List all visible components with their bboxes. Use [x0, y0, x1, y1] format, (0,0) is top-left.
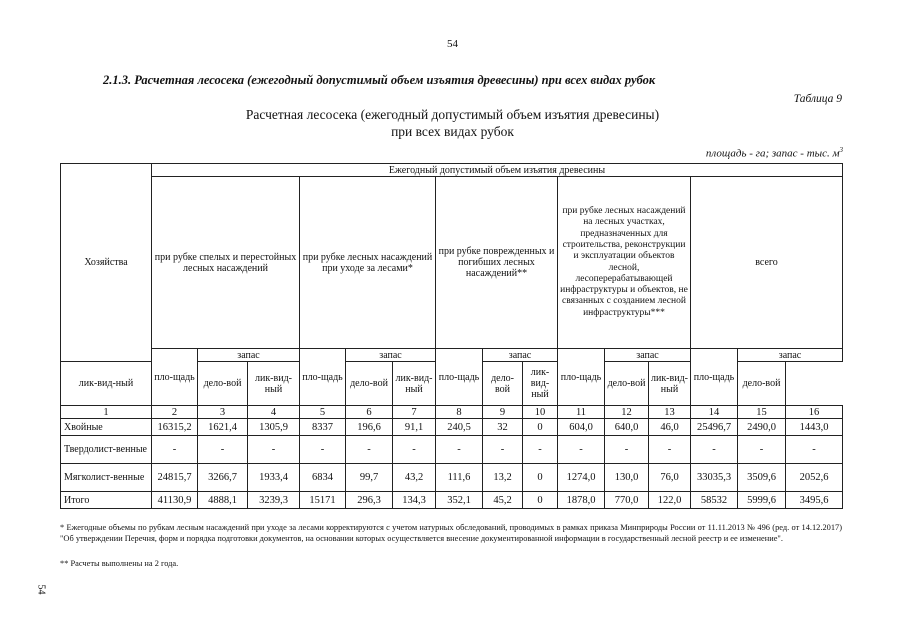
page-number: 54: [447, 38, 458, 50]
column-number: 5: [300, 406, 346, 419]
section-heading: 2.1.3. Расчетная лесосека (ежегодный допустимый объем изъятия древесины) при всех видах рубок: [103, 73, 656, 87]
column-number: 13: [649, 406, 691, 419]
group-mature: при рубке спелых и перестойных лесных насаждений: [152, 177, 300, 349]
subheader-liquid: лик-вид-ный: [61, 362, 152, 406]
column-number: 4: [248, 406, 300, 419]
table-cell: 2052,6: [786, 464, 843, 492]
subheader-area: пло-щадь: [300, 349, 346, 406]
subheader-stock: запас: [738, 349, 843, 362]
table-cell: 25496,7: [691, 419, 738, 436]
table-cell: 16315,2: [152, 419, 198, 436]
table-cell: 134,3: [393, 492, 436, 509]
column-number: 11: [558, 406, 605, 419]
units-superscript: 3: [839, 146, 843, 154]
units-note: [706, 146, 843, 160]
table-title-line2: при всех видах рубок: [391, 124, 514, 139]
subheader-area: пло-щадь: [152, 349, 198, 406]
table-cell: -: [346, 436, 393, 464]
column-number: 1: [61, 406, 152, 419]
subheader-business: дело-вой: [605, 362, 649, 406]
table-cell: 46,0: [649, 419, 691, 436]
column-number: 7: [393, 406, 436, 419]
header-annual-volume: Ежегодный допустимый объем изъятия древесины: [152, 164, 843, 177]
table-cell: 6834: [300, 464, 346, 492]
column-number: 10: [523, 406, 558, 419]
table-cell: 13,2: [483, 464, 523, 492]
table-cell: -: [436, 436, 483, 464]
table-cell: 240,5: [436, 419, 483, 436]
table-cell: 43,2: [393, 464, 436, 492]
table-cell: 41130,9: [152, 492, 198, 509]
column-number: 8: [436, 406, 483, 419]
table-cell: -: [691, 436, 738, 464]
subheader-business: дело-вой: [483, 362, 523, 406]
subheader-liquid: лик-вид-ный: [248, 362, 300, 406]
table-cell: -: [523, 436, 558, 464]
subheader-liquid: лик-вид-ный: [523, 362, 558, 406]
table-row: [61, 436, 843, 464]
table-cell: 1621,4: [198, 419, 248, 436]
table-cell: 604,0: [558, 419, 605, 436]
table-cell: 99,7: [346, 464, 393, 492]
group-total: всего: [691, 177, 843, 349]
group-damaged: при рубке поврежденных и погибших лесных насаждений**: [436, 177, 558, 349]
table-cell: -: [198, 436, 248, 464]
table-cell: 8337: [300, 419, 346, 436]
subheader-business: дело-вой: [346, 362, 393, 406]
table-cell: 640,0: [605, 419, 649, 436]
table-cell: 1305,9: [248, 419, 300, 436]
column-number: 12: [605, 406, 649, 419]
column-number: 16: [786, 406, 843, 419]
table-cell: -: [483, 436, 523, 464]
table-cell: 2490,0: [738, 419, 786, 436]
table-cell: 33035,3: [691, 464, 738, 492]
row-name: Твердолист-венные: [61, 436, 152, 464]
group-infrastructure: при рубке лесных насаждений на лесных участках, предназначенных для строительства, реконструкции и эксплуатации объектов лесной, лесоперерабатывающей инфраструктуры и объектов, не связанных с созданием лесной инфраструктуры***: [558, 177, 691, 349]
table-cell: 5999,6: [738, 492, 786, 509]
table-cell: 58532: [691, 492, 738, 509]
subheader-stock: запас: [346, 349, 436, 362]
group-thinning: при рубке лесных насаждений при уходе за лесами*: [300, 177, 436, 349]
table-cell: -: [248, 436, 300, 464]
table-cell: 1274,0: [558, 464, 605, 492]
row-name: Итого: [61, 492, 152, 509]
table-cell: 15171: [300, 492, 346, 509]
table-cell: -: [738, 436, 786, 464]
column-number: 2: [152, 406, 198, 419]
table-cell: 76,0: [649, 464, 691, 492]
table-cell: -: [558, 436, 605, 464]
table-cell: 24815,7: [152, 464, 198, 492]
subheader-area: пло-щадь: [691, 349, 738, 406]
table-cell: 91,1: [393, 419, 436, 436]
column-number: 3: [198, 406, 248, 419]
subheader-stock: запас: [605, 349, 691, 362]
footnote-2: ** Расчеты выполнены на 2 года.: [60, 559, 179, 568]
allowable-cut-table: [60, 163, 843, 509]
subheader-business: дело-вой: [738, 362, 786, 406]
table-row: [61, 464, 843, 492]
units-text: площадь - га; запас - тыс. м: [705, 147, 840, 160]
table-cell: -: [152, 436, 198, 464]
table-cell: 45,2: [483, 492, 523, 509]
table-title-line1: Расчетная лесосека (ежегодный допустимый объем изъятия древесины): [245, 107, 660, 122]
table-row: [61, 419, 843, 436]
subheader-stock: запас: [198, 349, 300, 362]
table-cell: 196,6: [346, 419, 393, 436]
table-cell: -: [393, 436, 436, 464]
table-number: Таблица 9: [793, 93, 842, 105]
table-cell: 0: [523, 419, 558, 436]
header-farms: Хозяйства: [61, 164, 152, 362]
table-cell: 111,6: [436, 464, 483, 492]
table-cell: 3509,6: [738, 464, 786, 492]
side-page-number: 54: [35, 584, 47, 595]
row-name: Мягколист-венные: [61, 464, 152, 492]
table-cell: 32: [483, 419, 523, 436]
table-cell: 122,0: [649, 492, 691, 509]
table-cell: 0: [523, 464, 558, 492]
table-cell: 0: [523, 492, 558, 509]
subheader-stock: запас: [483, 349, 558, 362]
table-cell: 296,3: [346, 492, 393, 509]
table-cell: 3495,6: [786, 492, 843, 509]
table-cell: -: [300, 436, 346, 464]
row-name: Хвойные: [61, 419, 152, 436]
table-cell: 1878,0: [558, 492, 605, 509]
subheader-area: пло-щадь: [436, 349, 483, 406]
footnote-1: * Ежегодные объемы по рубкам лесным насаждений при уходе за лесами корректируются с учетом натурных обследований, проводимых в рамках приказа Минприроды России от 11.11.2013 № 496 (ред. от 14.12.2017) "Об утверждении Перечня, форм и порядка подготовки документов, на основании которых осуществляется внесение документированной информации в государственный лесной реестр и ее изменение".: [60, 523, 842, 543]
subheader-liquid: лик-вид-ный: [393, 362, 436, 406]
subheader-liquid: лик-вид-ный: [649, 362, 691, 406]
table-cell: 3266,7: [198, 464, 248, 492]
table-row: [61, 492, 843, 509]
column-number: 15: [738, 406, 786, 419]
subheader-area: пло-щадь: [558, 349, 605, 406]
column-number: 6: [346, 406, 393, 419]
table-cell: 770,0: [605, 492, 649, 509]
subheader-business: дело-вой: [198, 362, 248, 406]
table-cell: 1443,0: [786, 419, 843, 436]
table-cell: -: [605, 436, 649, 464]
table-cell: -: [649, 436, 691, 464]
table-cell: -: [786, 436, 843, 464]
table-cell: 3239,3: [248, 492, 300, 509]
table-cell: 1933,4: [248, 464, 300, 492]
table-cell: 4888,1: [198, 492, 248, 509]
table-cell: 352,1: [436, 492, 483, 509]
column-number: 14: [691, 406, 738, 419]
column-number: 9: [483, 406, 523, 419]
table-cell: 130,0: [605, 464, 649, 492]
